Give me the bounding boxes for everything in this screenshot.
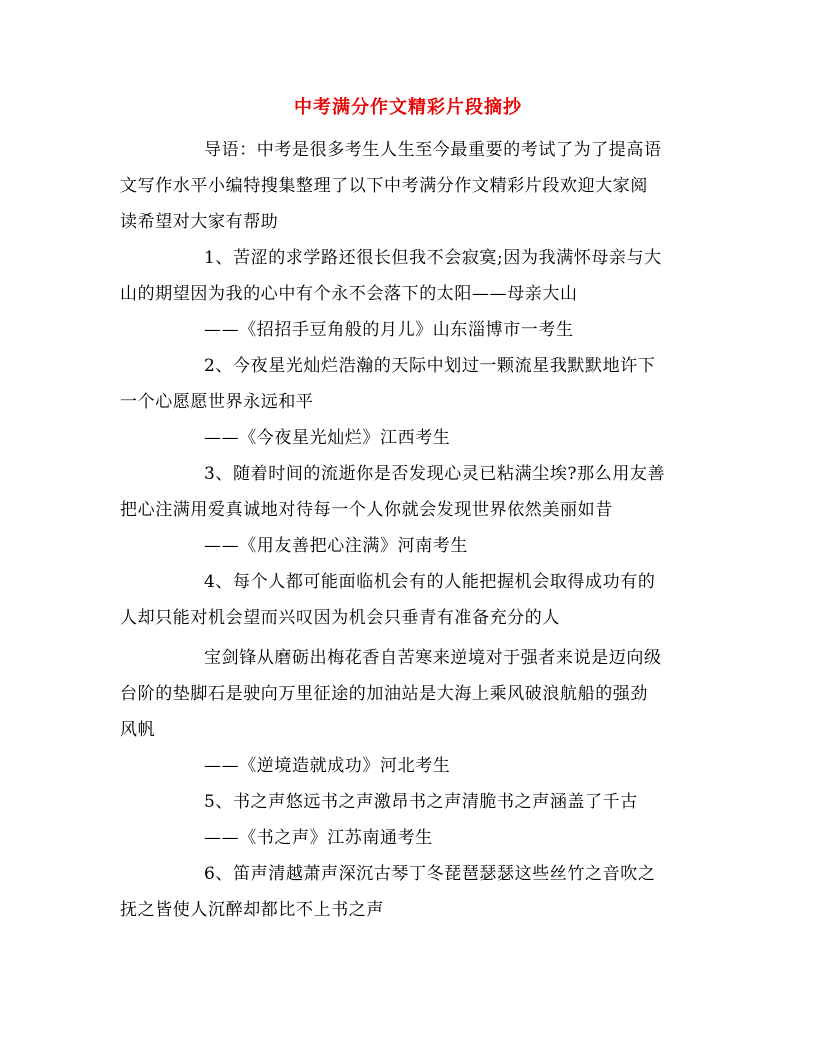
excerpt-5-line-1: 5、书之声悠远书之声激昂书之声清脆书之声涵盖了千古 bbox=[204, 792, 638, 812]
excerpt-4-line-1: 4、每个人都可能面临机会有的人能把握机会取得成功有的 bbox=[204, 572, 656, 592]
excerpt-3-line-2: 把心注满用爱真诚地对待每一个人你就会发现世界依然美丽如昔 bbox=[120, 500, 613, 520]
document-title: 中考满分作文精彩片段摘抄 bbox=[294, 97, 522, 118]
excerpt-4-line-3: 宝剑锋从磨砺出梅花香自苦寒来逆境对于强者来说是迈向级 bbox=[204, 648, 662, 668]
excerpt-4-line-2: 人却只能对机会望而兴叹因为机会只垂青有准备充分的人 bbox=[120, 608, 560, 628]
excerpt-5-attribution: ——《书之声》江苏南通考生 bbox=[204, 828, 433, 848]
excerpt-3-attribution: ——《用友善把心注满》河南考生 bbox=[204, 536, 468, 556]
excerpt-2-line-2: 一个心愿愿世界永远和平 bbox=[120, 392, 314, 412]
excerpt-6-line-1: 6、笛声清越萧声深沉古琴丁冬琵琶瑟瑟这些丝竹之音吹之 bbox=[204, 864, 656, 884]
excerpt-1-line-1: 1、苦涩的求学路还很长但我不会寂寞;因为我满怀母亲与大 bbox=[204, 248, 662, 268]
excerpt-3-line-1: 3、随着时间的流逝你是否发现心灵已粘满尘埃?那么用友善 bbox=[204, 464, 666, 484]
excerpt-1-attribution: ——《招招手豆角般的月儿》山东淄博市一考生 bbox=[204, 320, 574, 340]
excerpt-1-line-2: 山的期望因为我的心中有个永不会落下的太阳——母亲大山 bbox=[120, 284, 578, 304]
excerpt-6-line-2: 抚之皆使人沉醉却都比不上书之声 bbox=[120, 900, 384, 920]
excerpt-2-line-1: 2、今夜星光灿烂浩瀚的天际中划过一颗流星我默默地许下 bbox=[204, 356, 656, 376]
intro-line-3: 读希望对大家有帮助 bbox=[120, 212, 279, 232]
excerpt-4-line-4: 台阶的垫脚石是驶向万里征途的加油站是大海上乘风破浪航船的强劲 bbox=[120, 684, 648, 704]
excerpt-2-attribution: ——《今夜星光灿烂》江西考生 bbox=[204, 428, 451, 448]
excerpt-4-line-5: 风帆 bbox=[120, 720, 156, 740]
excerpt-4-attribution: ——《逆境造就成功》河北考生 bbox=[204, 756, 451, 776]
intro-line-1: 导语：中考是很多考生人生至今最重要的考试了为了提高语 bbox=[204, 140, 662, 160]
intro-line-2: 文写作水平小编特搜集整理了以下中考满分作文精彩片段欢迎大家阅 bbox=[120, 176, 648, 196]
